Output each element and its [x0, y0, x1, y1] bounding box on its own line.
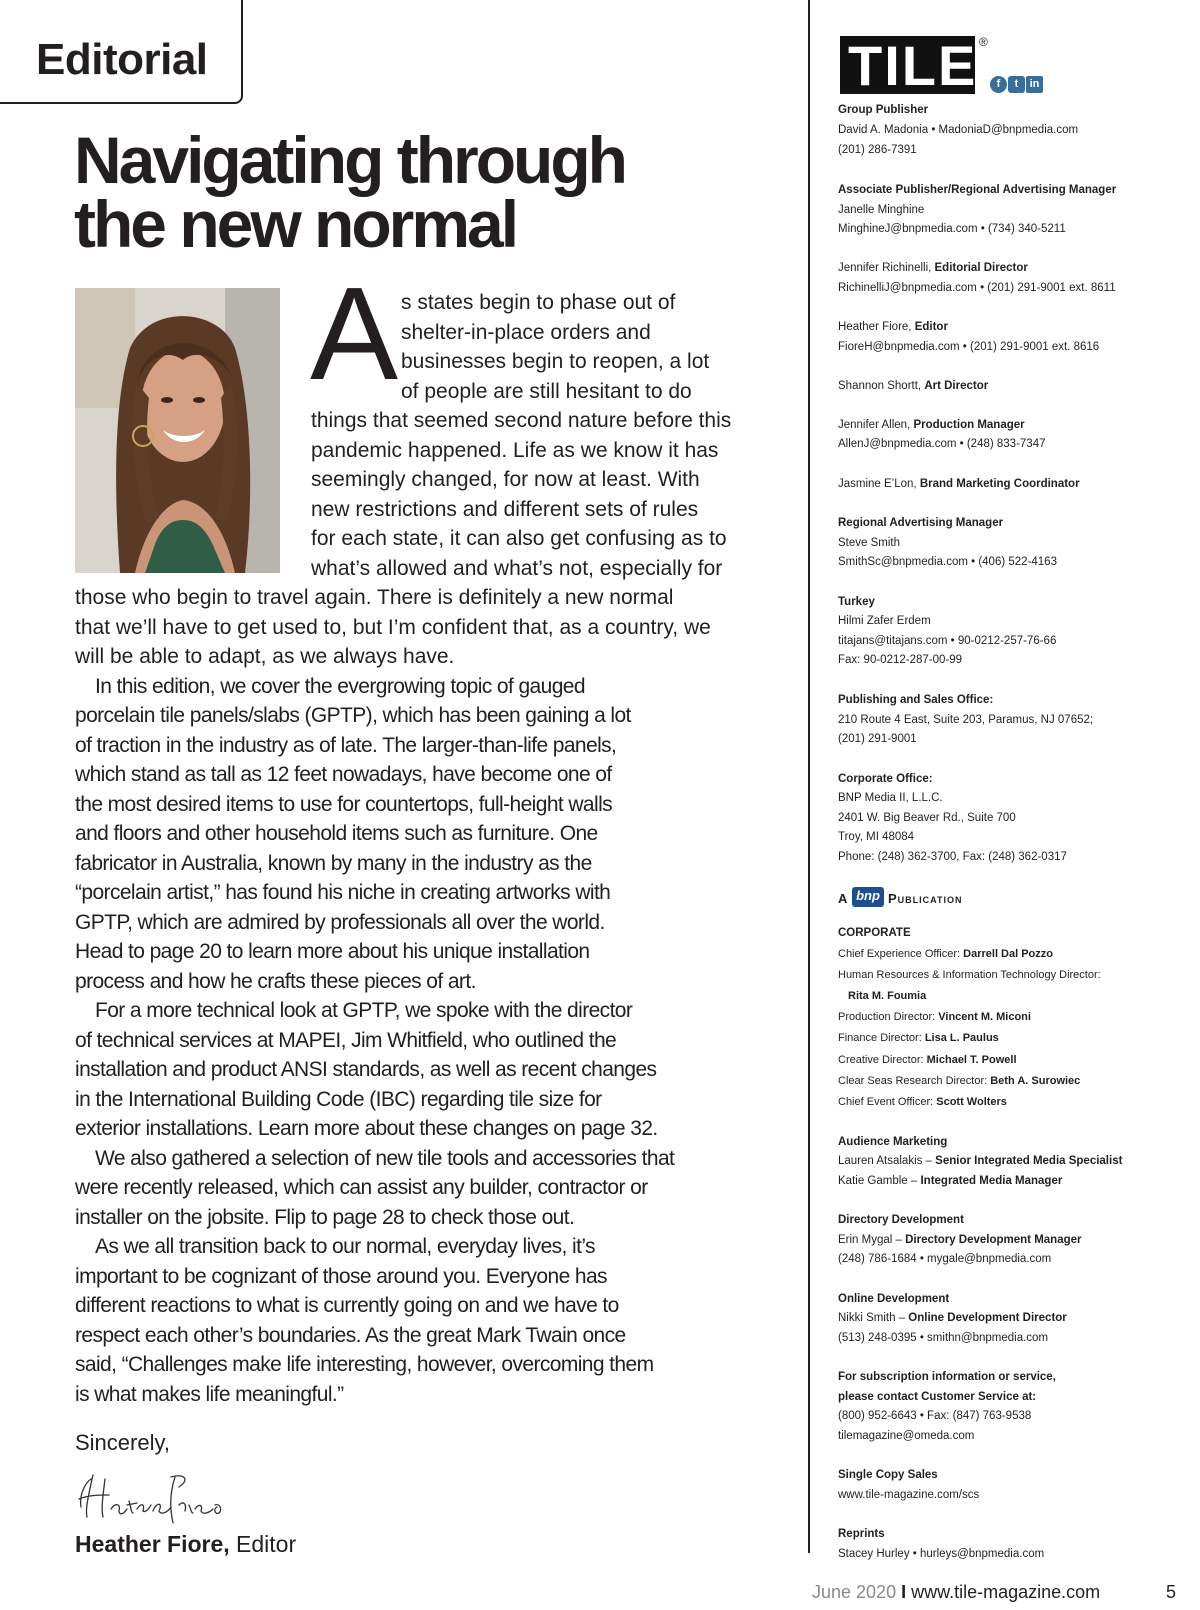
- masthead-line: [838, 320, 1193, 334]
- article-line: In this edition, we cover the evergrowing topic of gauged: [95, 674, 585, 698]
- article-line: will be able to adapt, as we always have.: [75, 645, 455, 668]
- masthead-line: Fax: 90-0212-287-00-99: [838, 654, 963, 666]
- staff-title: Production Manager: [913, 419, 1025, 431]
- masthead-line: Erin Mygal – Directory Development Manager: [838, 1234, 1082, 1246]
- social-links: [990, 76, 1044, 94]
- masthead-line: Chief Experience Officer: Darrell Dal Pozzo: [838, 948, 1053, 960]
- masthead-line: (248) 786-1684 • mygale@bnpmedia.com: [838, 1253, 1052, 1265]
- masthead-line: Stacey Hurley • hurleys@bnpmedia.com: [838, 1548, 1045, 1560]
- tile-logo: [840, 34, 978, 97]
- masthead-heading: CORPORATE: [838, 927, 911, 939]
- article-line: said, “Challenges make life interesting, however, overcoming them: [75, 1353, 654, 1376]
- masthead-line: RichinelliJ@bnpmedia.com • (201) 291-9001 ext. 8611: [838, 282, 1116, 294]
- bnp-prefix: A: [838, 891, 848, 906]
- masthead-line: AllenJ@bnpmedia.com • (248) 833-7347: [838, 438, 1046, 450]
- facebook-icon[interactable]: f: [990, 76, 1007, 93]
- article-line: of people are still hesitant to do: [401, 379, 692, 403]
- staff-title: Editor: [914, 321, 948, 333]
- masthead-line: Finance Director: Lisa L. Paulus: [838, 1032, 999, 1044]
- closing-salutation: Sincerely,: [75, 1430, 170, 1455]
- staff-name: Shannon Shortt,: [838, 380, 925, 392]
- bnp-mark: bnp: [852, 887, 884, 907]
- masthead-heading: Online Development: [838, 1293, 950, 1305]
- article-line: installer on the jobsite. Flip to page 28 to check those out.: [75, 1205, 575, 1229]
- masthead-heading: Audience Marketing: [838, 1136, 948, 1148]
- article-line: respect each other’s boundaries. As the great Mark Twain once: [75, 1323, 626, 1347]
- masthead-line: Human Resources & Information Technology Director:: [838, 969, 1101, 981]
- article-line: For a more technical look at GPTP, we spoke with the director: [95, 999, 633, 1022]
- masthead-line: BNP Media II, L.L.C.: [838, 792, 943, 804]
- headline-line-2: the new normal: [74, 187, 517, 261]
- masthead-heading: please contact Customer Service at:: [838, 1391, 1037, 1403]
- masthead-link[interactable]: www.tile-magazine.com/scs: [838, 1489, 980, 1501]
- masthead-line: (513) 248-0395 • smithn@bnpmedia.com: [838, 1332, 1049, 1344]
- staff-title: Editorial Director: [934, 262, 1028, 274]
- article-line: which stand as tall as 12 feet nowadays, have become one of: [75, 763, 612, 786]
- masthead-line: David A. Madonia • MadoniaD@bnpmedia.com: [838, 124, 1079, 136]
- registered-mark: ®: [979, 35, 988, 49]
- footer-date: June 2020: [812, 1582, 902, 1602]
- article-line: process and how he crafts these pieces of art.: [75, 969, 476, 993]
- article-line: new restrictions and different sets of rules: [311, 497, 699, 521]
- article-line: the most desired items to use for countertops, full-height walls: [75, 792, 613, 816]
- signer-title: Editor: [229, 1531, 297, 1557]
- article-line: GPTP, which are admired by professionals all over the world.: [75, 910, 605, 934]
- staff-name: Jennifer Richinelli,: [838, 262, 935, 274]
- masthead-line: Phone: (248) 362-3700, Fax: (248) 362-0317: [838, 851, 1067, 863]
- masthead-line: (201) 291-9001: [838, 733, 917, 745]
- headline-line-1: Navigating through: [74, 123, 625, 197]
- masthead-line: Nikki Smith – Online Development Director: [838, 1312, 1067, 1324]
- article-line: things that seemed second nature before this: [311, 409, 732, 432]
- article-line: different reactions to what is currently going on and we have to: [75, 1294, 619, 1317]
- article-line: We also gathered a selection of new tile tools and accessories that: [95, 1146, 675, 1170]
- article-line: and floors and other household items such as furniture. One: [75, 822, 598, 845]
- article-line: fabricator in Australia, known by many in the industry as the: [75, 851, 592, 875]
- masthead-line: Lauren Atsalakis – Senior Integrated Media Specialist: [838, 1155, 1123, 1167]
- masthead-heading: Directory Development: [838, 1214, 964, 1226]
- column-divider: [808, 0, 810, 1553]
- masthead-line: SmithSc@bnpmedia.com • (406) 522-4163: [838, 556, 1057, 568]
- masthead-heading: Regional Advertising Manager: [838, 517, 1004, 529]
- masthead-line: Katie Gamble – Integrated Media Manager: [838, 1175, 1063, 1187]
- masthead-heading: Single Copy Sales: [838, 1469, 938, 1481]
- article-line: porcelain tile panels/slabs (GPTP), which has been gaining a lot: [75, 704, 631, 727]
- staff-name: Jasmine E’Lon,: [838, 478, 920, 490]
- masthead-heading: Publishing and Sales Office:: [838, 694, 994, 706]
- staff-name: Jennifer Allen,: [838, 419, 914, 431]
- masthead-line: titajans@titajans.com • 90-0212-257-76-66: [838, 635, 1057, 647]
- masthead-line: Creative Director: Michael T. Powell: [838, 1054, 1017, 1066]
- masthead-heading: Corporate Office:: [838, 773, 933, 785]
- masthead-heading: Group Publisher: [838, 104, 929, 116]
- tile-logo-text: TILE: [848, 34, 978, 97]
- article-line: Head to page 20 to learn more about his unique installation: [75, 940, 590, 963]
- article-line: pandemic happened. Life as we know it has: [311, 438, 719, 462]
- masthead-line: Hilmi Zafer Erdem: [838, 615, 931, 627]
- section-tab-label: Editorial: [36, 35, 208, 84]
- footer-website[interactable]: www.tile-magazine.com: [911, 1582, 1101, 1602]
- masthead-heading: For subscription information or service,: [838, 1371, 1056, 1383]
- page-number: 5: [1166, 1582, 1177, 1602]
- article-line: of traction in the industry as of late. The larger-than-life panels,: [75, 733, 617, 757]
- article-line: in the International Building Code (IBC) regarding tile size for: [75, 1087, 602, 1111]
- footer-separator: I: [901, 1582, 907, 1602]
- staff-title: Art Director: [924, 380, 989, 392]
- editor-signature: [75, 1465, 225, 1527]
- masthead-line: Troy, MI 48084: [838, 831, 915, 843]
- masthead-line: Rita M. Foumia: [848, 990, 927, 1002]
- staff-name: Heather Fiore,: [838, 321, 915, 333]
- article-line: were recently released, which can assist any builder, contractor or: [75, 1176, 648, 1199]
- masthead-heading: Turkey: [838, 596, 875, 608]
- article-line: that we’ll have to get used to, but I’m confident that, as a country, we: [75, 615, 711, 639]
- masthead-line: [838, 477, 1193, 491]
- masthead-line: MinghineJ@bnpmedia.com • (734) 340-5211: [838, 223, 1066, 235]
- article-line: of technical services at MAPEI, Jim Whitfield, who outlined the: [75, 1028, 617, 1052]
- article-line: important to be cognizant of those around you. Everyone has: [75, 1264, 607, 1288]
- signer-line: [75, 1530, 296, 1558]
- masthead-heading: Associate Publisher/Regional Advertising Manager: [838, 184, 1117, 196]
- masthead-line: 2401 W. Big Beaver Rd., Suite 700: [838, 812, 1016, 824]
- masthead-line: FioreH@bnpmedia.com • (201) 291-9001 ext. 8616: [838, 341, 1100, 353]
- masthead-line: [838, 379, 1193, 393]
- article-line: businesses begin to reopen, a lot: [401, 350, 710, 373]
- masthead-line: Production Director: Vincent M. Miconi: [838, 1011, 1031, 1023]
- linkedin-icon[interactable]: in: [1026, 76, 1043, 93]
- article-line: shelter-in-place orders and: [401, 320, 651, 344]
- article-line: those who begin to travel again. There is definitely a new normal: [75, 586, 674, 609]
- masthead-line: (201) 286-7391: [838, 144, 917, 156]
- article-drop-cap: A: [310, 260, 399, 407]
- article-line: for each state, it can also get confusing as to: [311, 527, 727, 550]
- article-line: is what makes life meaningful.”: [75, 1382, 344, 1406]
- masthead-line: Steve Smith: [838, 537, 900, 549]
- article-line: installation and product ANSI standards, as well as recent changes: [75, 1058, 657, 1081]
- staff-title: Brand Marketing Coordinator: [919, 478, 1080, 490]
- signer-name: Heather Fiore,: [75, 1531, 230, 1557]
- bnp-suffix: Publication: [888, 891, 963, 906]
- page-footer: [812, 1581, 1100, 1603]
- twitter-icon[interactable]: t: [1008, 76, 1025, 93]
- masthead-line: (800) 952-6643 • Fax: (847) 763-9538: [838, 1410, 1032, 1422]
- article-line: seemingly changed, for now at least. With: [311, 468, 700, 491]
- masthead-line: [838, 418, 1193, 432]
- masthead-line: Chief Event Officer: Scott Wolters: [838, 1096, 1007, 1108]
- masthead-line: Janelle Minghine: [838, 204, 925, 216]
- article-line: s states begin to phase out of: [401, 291, 676, 314]
- masthead-line: tilemagazine@omeda.com: [838, 1430, 975, 1442]
- masthead-line: [838, 261, 1193, 275]
- masthead-heading: Reprints: [838, 1528, 885, 1540]
- article-line: exterior installations. Learn more about these changes on page 32.: [75, 1117, 658, 1140]
- article-line: what’s allowed and what’s not, especially for: [311, 556, 723, 580]
- masthead-line: Clear Seas Research Director: Beth A. Surowiec: [838, 1075, 1081, 1087]
- article-line: As we all transition back to our normal, everyday lives, it’s: [95, 1235, 595, 1258]
- masthead-line: 210 Route 4 East, Suite 203, Paramus, NJ 07652;: [838, 714, 1094, 726]
- article-line: “porcelain artist,” has found his niche in creating artworks with: [75, 881, 611, 904]
